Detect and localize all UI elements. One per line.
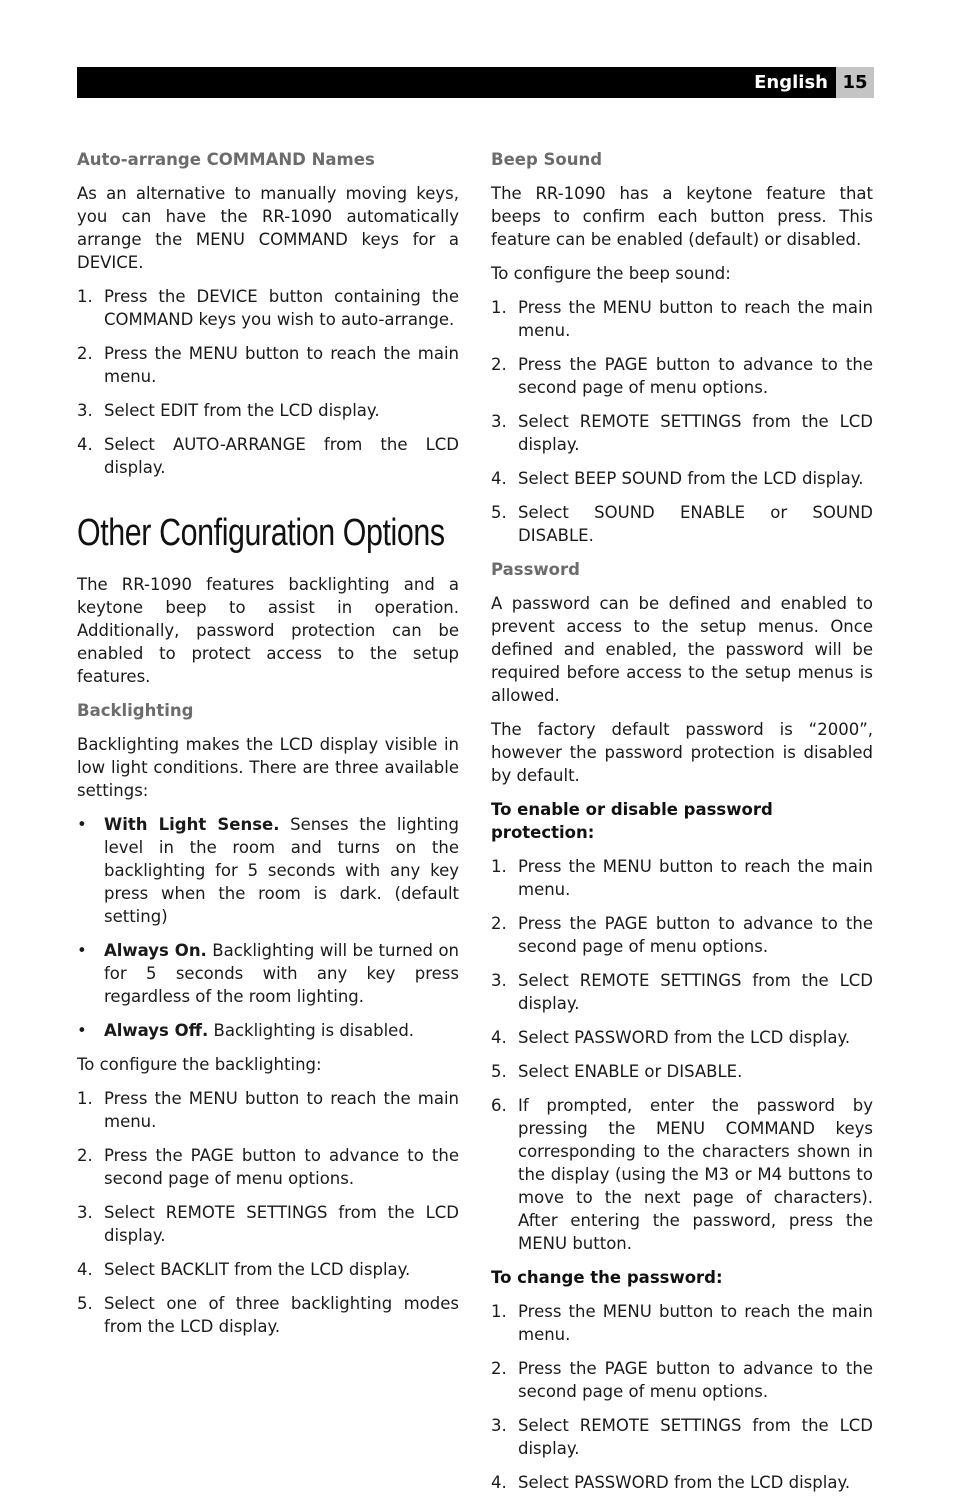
backlighting-heading: Backlighting [77,701,194,720]
list-item: 1. Press the MENU button to reach the main menu. [77,1089,459,1131]
beep-steps [491,296,873,547]
page-number: 15 [836,67,874,98]
autoarrange-steps [77,285,459,479]
change-password-heading: To change the password: [491,1268,723,1287]
backlighting-bullets [77,813,459,1042]
list-item: 5. Select ENABLE or DISABLE. [491,1062,743,1081]
change-password-steps [491,1300,873,1494]
beep-intro: The RR-1090 has a keytone feature that beeps to confirm each button press. This feature can be enabled (default) or disabled. [491,184,873,249]
list-item: 4. Select PASSWORD from the LCD display. [491,1473,851,1492]
backlighting-intro: Backlighting makes the LCD display visible in low light conditions. There are three available settings: [77,735,459,800]
list-item: 2. Press the PAGE button to advance to the second page of menu options. [77,1146,459,1188]
header-bar [77,67,874,98]
backlighting-steps [77,1087,459,1338]
list-item: 4. Select BACKLIT from the LCD display. [77,1260,411,1279]
list-item: 1. Press the MENU button to reach the main menu. [491,298,873,340]
list-item: 2. Press the MENU button to reach the main menu. [77,344,459,386]
language-label: English [754,72,828,93]
list-item: 4. Select BEEP SOUND from the LCD display. [491,469,864,488]
backlighting-configure: To configure the backlighting: [77,1055,322,1074]
enable-password-heading: To enable or disable password protection: [491,800,773,842]
list-item: 6. If prompted, enter the password by pressing the MENU COMMAND keys corresponding to the characters shown in the display (using the M3 or M4 buttons to move to the next page of characters). After entering the password, press the MENU button. [491,1096,873,1253]
list-item: 1. Press the MENU button to reach the main menu. [491,1302,873,1344]
list-item: 3. Select REMOTE SETTINGS from the LCD display. [77,1203,459,1245]
beep-heading: Beep Sound [491,150,603,169]
list-item: 4. Select PASSWORD from the LCD display. [491,1028,851,1047]
list-item: 3. Select REMOTE SETTINGS from the LCD display. [491,412,873,454]
list-item: 3. Select REMOTE SETTINGS from the LCD display. [491,971,873,1013]
list-item: 2. Press the PAGE button to advance to the second page of menu options. [491,355,873,397]
list-item: • Always Off. Backlighting is disabled. [77,1021,415,1040]
password-heading: Password [491,560,580,579]
autoarrange-heading: Auto-arrange COMMAND Names [77,150,375,169]
autoarrange-intro: As an alternative to manually moving keys, you can have the RR-1090 automatically arrange the MENU COMMAND keys for a DEVICE. [77,184,459,272]
list-item: • With Light Sense. Senses the lighting level in the room and turns on the backlighting for 5 seconds with any key press when the room is dark. (default setting) [77,815,459,926]
password-intro: A password can be defined and enabled to prevent access to the setup menus. Once defined and enabled, the password will be required before access to the setup menus is allowed. [491,594,873,705]
beep-configure: To configure the beep sound: [491,264,731,283]
list-item: 1. Press the DEVICE button containing the COMMAND keys you wish to auto-arrange. [77,287,459,329]
list-item: • Always On. Backlighting will be turned on for 5 seconds with any key press regardless of the room lighting. [77,941,459,1006]
list-item: 3. Select EDIT from the LCD display. [77,401,380,420]
left-column [77,148,459,1349]
section-intro: The RR-1090 features backlighting and a keytone beep to assist in operation. Additionally, password protection can be enabled to protect access to the setup features. [77,575,459,686]
right-column [491,148,873,1505]
list-item: 2. Press the PAGE button to advance to the second page of menu options. [491,914,873,956]
section-title: Other Configuration Options [77,512,445,554]
list-item: 2. Press the PAGE button to advance to the second page of menu options. [491,1359,873,1401]
list-item: 1. Press the MENU button to reach the main menu. [491,857,873,899]
list-item: 4. Select AUTO-ARRANGE from the LCD display. [77,435,459,477]
list-item: 5. Select SOUND ENABLE or SOUND DISABLE. [491,503,873,545]
enable-password-steps [491,855,873,1255]
list-item: 5. Select one of three backlighting modes from the LCD display. [77,1294,459,1336]
password-default-note: The factory default password is “2000”, however the password protection is disabled by default. [491,720,873,785]
list-item: 3. Select REMOTE SETTINGS from the LCD display. [491,1416,873,1458]
